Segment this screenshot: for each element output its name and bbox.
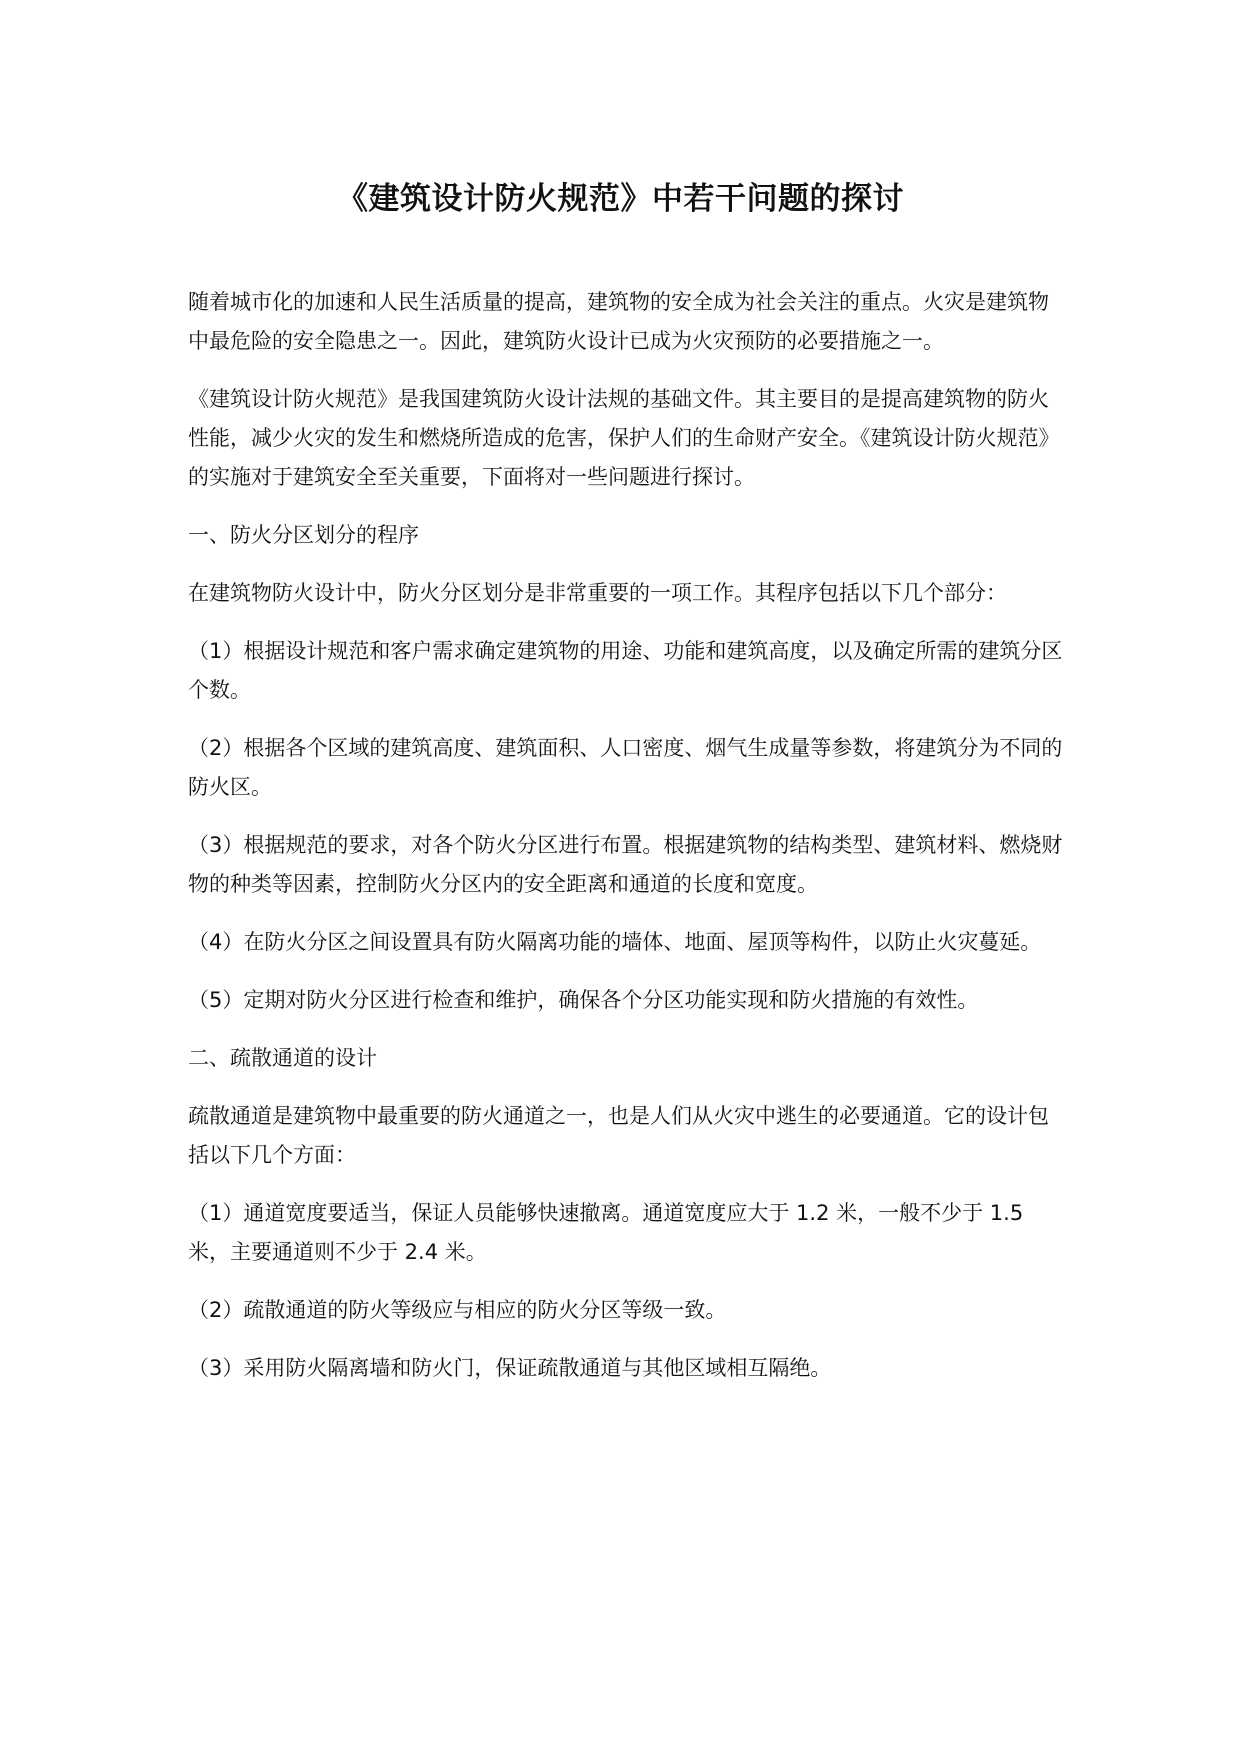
section-2-intro: 疏散通道是建筑物中最重要的防火通道之一，也是人们从火灾中逃生的必要通道。它的设计包括以下几个方面： [188, 1104, 1049, 1167]
section-1-item-5: （5）定期对防火分区进行检查和维护，确保各个分区功能实现和防火措施的有效性。 [188, 988, 979, 1012]
section-1-item-3: （3）根据规范的要求，对各个防火分区进行布置。根据建筑物的结构类型、建筑材料、燃烧财物的种类等因素，控制防火分区内的安全距离和通道的长度和宽度。 [188, 833, 1063, 896]
section-1-item-2: （2）根据各个区域的建筑高度、建筑面积、人口密度、烟气生成量等参数，将建筑分为不同的防火区。 [188, 736, 1063, 799]
section-2-item-2: （2）疏散通道的防火等级应与相应的防火分区等级一致。 [188, 1298, 727, 1322]
section-2-item-1: （1）通道宽度要适当，保证人员能够快速撤离。通道宽度应大于 1.2 米，一般不少于 1.5 米，主要通道则不少于 2.4 米。 [188, 1201, 1024, 1264]
section-1-item-1: （1）根据设计规范和客户需求确定建筑物的用途、功能和建筑高度，以及确定所需的建筑分区个数。 [188, 639, 1063, 702]
section-1-item-4: （4）在防火分区之间设置具有防火隔离功能的墙体、地面、屋顶等构件，以防止火灾蔓延。 [188, 930, 1042, 954]
intro-paragraph-1: 随着城市化的加速和人民生活质量的提高，建筑物的安全成为社会关注的重点。火灾是建筑物中最危险的安全隐患之一。因此，建筑防火设计已成为火灾预防的必要措施之一。 [188, 290, 1049, 353]
document-body [188, 283, 1068, 1407]
section-1-heading: 一、防火分区划分的程序 [188, 523, 419, 547]
section-1-intro: 在建筑物防火设计中，防火分区划分是非常重要的一项工作。其程序包括以下几个部分： [188, 581, 1007, 605]
document-title: 《建筑设计防火规范》中若干问题的探讨 [337, 181, 904, 217]
section-2-item-3: （3）采用防火隔离墙和防火门，保证疏散通道与其他区域相互隔绝。 [188, 1356, 832, 1380]
intro-paragraph-2: 《建筑设计防火规范》是我国建筑防火设计法规的基础文件。其主要目的是提高建筑物的防火性能，减少火灾的发生和燃烧所造成的危害，保护人们的生命财产安全。《建筑设计防火规范》的实施对于建筑安全至关重要，下面将对一些问题进行探讨。 [188, 387, 1060, 489]
section-2-heading: 二、疏散通道的设计 [188, 1046, 377, 1070]
